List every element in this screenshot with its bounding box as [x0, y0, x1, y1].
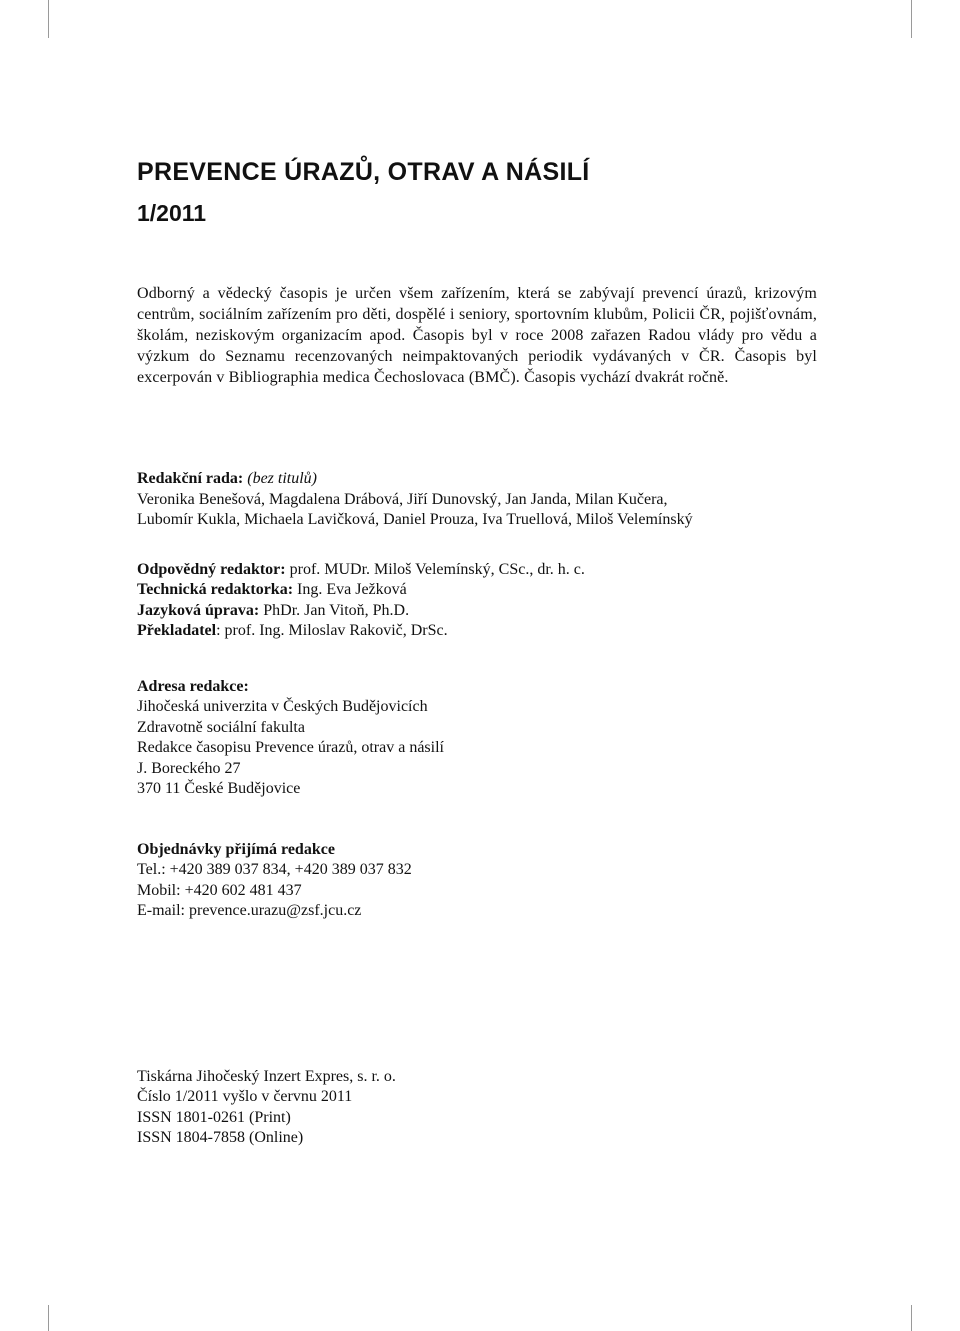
staff-value: PhDr. Jan Vitoň, Ph.D. [259, 601, 410, 619]
staff-label: Technická redaktorka: [137, 581, 294, 598]
address-line: Redakce časopisu Prevence úrazů, otrav a násilí [137, 739, 444, 756]
staff-value: prof. MUDr. Miloš Velemínský, CSc., dr. h. c. [285, 560, 585, 578]
orders-heading: Objednávky přijímá redakce [137, 840, 335, 858]
staff-value: : prof. Ing. Miloslav Rakovič, DrSc. [216, 622, 448, 639]
issn-online: ISSN 1804-7858 (Online) [137, 1129, 304, 1146]
editorial-board-members-2: Lubomír Kukla, Michaela Lavičková, Daniel Prouza, Iva Truellová, Miloš Velemínský [137, 511, 693, 528]
orders-email: E-mail: prevence.urazu@zsf.jcu.cz [137, 902, 362, 919]
journal-description: Odborný a vědecký časopis je určen všem zařízením, která se zabývají prevencí úrazů, krizovým centrům, sociálním zařízením pro děti, dospělé i seniory, sportovním klubům, Policii ČR, pojišťovnám, školám, neziskovým organizacím apod. Časopis byl v roce 2008 zařazen Radou vlády pro vědu a výzkum do Seznamu recenzovaných neimpaktovaných periodik vydávaných v ČR. Časopis byl excerpován v Bibliographia medica Čechoslovaca (BMČ). Časopis vychází dvakrát ročně. [137, 285, 817, 386]
editorial-board-note: (bez titulů) [247, 470, 317, 487]
editorial-board-members-1: Veronika Benešová, Magdalena Drábová, Jiří Dunovský, Jan Janda, Milan Kučera, [137, 490, 668, 508]
orders-phone: Tel.: +420 389 037 834, +420 389 037 832 [137, 861, 412, 878]
editorial-board-label: Redakční rada: [137, 470, 244, 487]
staff-label: Jazyková úprava: [137, 601, 260, 619]
address-line: Zdravotně sociální fakulta [137, 718, 305, 736]
editorial-board-heading [137, 469, 817, 490]
print-info [137, 1067, 817, 1149]
crop-mark-bottom-left [48, 1305, 49, 1331]
address-line: J. Boreckého 27 [137, 759, 241, 777]
crop-mark-top-right [911, 0, 912, 38]
orders-contact [137, 840, 817, 922]
editorial-address [137, 677, 817, 800]
staff-row-language-editor [137, 601, 817, 622]
address-heading: Adresa redakce: [137, 677, 249, 695]
crop-mark-bottom-right [911, 1305, 912, 1331]
staff-label: Překladatel [137, 622, 217, 639]
staff-row-translator [137, 621, 817, 642]
orders-mobile: Mobil: +420 602 481 437 [137, 881, 302, 899]
printer-name: Tiskárna Jihočeský Inzert Expres, s. r. o. [137, 1067, 396, 1085]
issn-print: ISSN 1801-0261 (Print) [137, 1108, 291, 1126]
crop-mark-top-left [48, 0, 49, 38]
editorial-staff [137, 560, 817, 642]
journal-title: PREVENCE ÚRAZŮ, OTRAV A NÁSILÍ [137, 158, 590, 186]
staff-row-technical-editor [137, 580, 817, 601]
issue-release: Číslo 1/2011 vyšlo v červnu 2011 [137, 1088, 353, 1105]
staff-label: Odpovědný redaktor: [137, 560, 286, 578]
page-content [137, 154, 817, 1149]
issue-number: 1/2011 [137, 200, 207, 226]
address-line: Jihočeská univerzita v Českých Budějovicích [137, 698, 428, 715]
address-line: 370 11 České Budějovice [137, 780, 301, 797]
staff-row-editor [137, 560, 817, 581]
editorial-board [137, 469, 817, 531]
staff-value: Ing. Eva Ježková [293, 581, 407, 598]
